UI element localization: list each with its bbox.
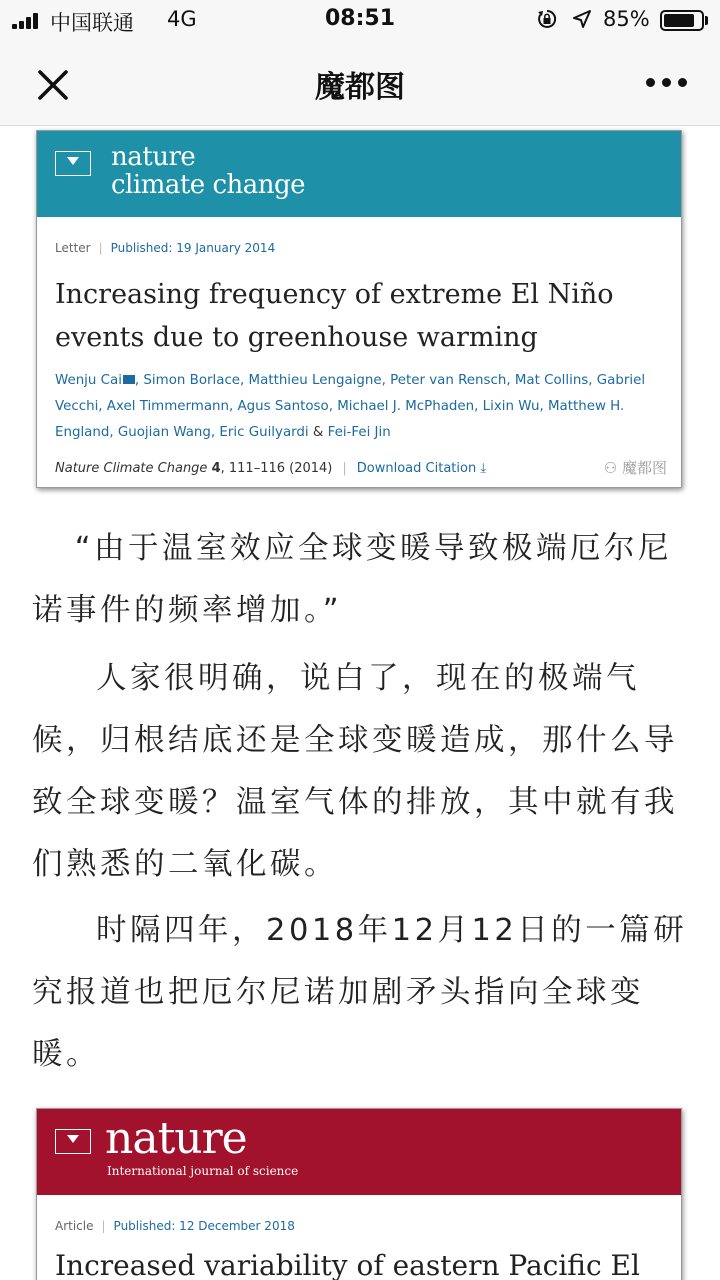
location-arrow-icon [572,9,592,29]
lock-rotation-icon [537,9,557,29]
status-bar [0,0,720,40]
network-type: 4G [167,7,197,31]
published-date: Published: 12 December 2018 [113,1219,295,1233]
article-screenshot-nature [36,1108,682,1280]
status-time: 08:51 [324,6,396,31]
published-date: Published: 19 January 2014 [110,241,276,255]
article-type: Letter [55,241,91,255]
article-meta: Letter | Published: 19 January 2014 [55,241,276,255]
article-title: Increasing frequency of extreme El Niño events due to greenhouse warming [55,279,614,353]
mail-icon [123,375,135,384]
citation-line: Nature Climate Change 4, 111–116 (2014) | Download Citation ⤓ [55,461,487,476]
battery-cap [705,16,708,25]
article-meta: Article | Published: 12 December 2018 [55,1219,295,1233]
article-type: Article [55,1219,94,1233]
journal-logo: nature [105,1113,247,1164]
paragraph-2018-study: 时隔四年，2018年12月12日的一篇研究报道也把厄尔尼诺加剧矛头指向全球变暖。 [32,913,688,1072]
battery-icon [660,10,704,31]
carrier-name: 中国联通 [50,11,134,35]
battery-percent: 85% [603,7,650,31]
more-icon[interactable] [636,64,696,100]
journal-header [37,131,681,217]
paragraph-quote: “由于温室效应全球变暖导致极端厄尔尼诺事件的频率增加。” [32,531,672,628]
journal-menu-icon [55,151,91,176]
journal-header [37,1109,681,1195]
journal-menu-icon [55,1129,91,1154]
page-title: 魔都图 [315,70,405,105]
paragraph-explanation: 人家很明确，说白了，现在的极端气候，归根结底还是全球变暖造成，那什么导致全球变暖？温室气体的排放，其中就有我们熟悉的二氧化碳。 [32,661,678,882]
journal-subtitle: International journal of science [107,1164,299,1178]
article-title: Increased variability of eastern Pacific El [55,1249,640,1280]
download-icon: ⤓ [476,461,487,476]
nav-bar [0,40,720,126]
download-citation-link: Download Citation [356,461,477,476]
article-screenshot-ncc [36,130,682,488]
battery-fill [664,14,694,27]
watermark: ⚇ 魔都图 [603,459,667,477]
journal-logo: nature climate change [111,142,306,200]
author-list: Wenju Cai , Simon Borlace, Matthieu Lengaigne, Peter van Rensch, Mat Collins, Gabriel Vecchi, Axel Timmermann, Agus Santoso, Michael J. McPhaden, Lixin Wu, Matthew H. England, Guojian Wang, Eric Guilyardi & Fei-Fei Jin [55,373,646,440]
